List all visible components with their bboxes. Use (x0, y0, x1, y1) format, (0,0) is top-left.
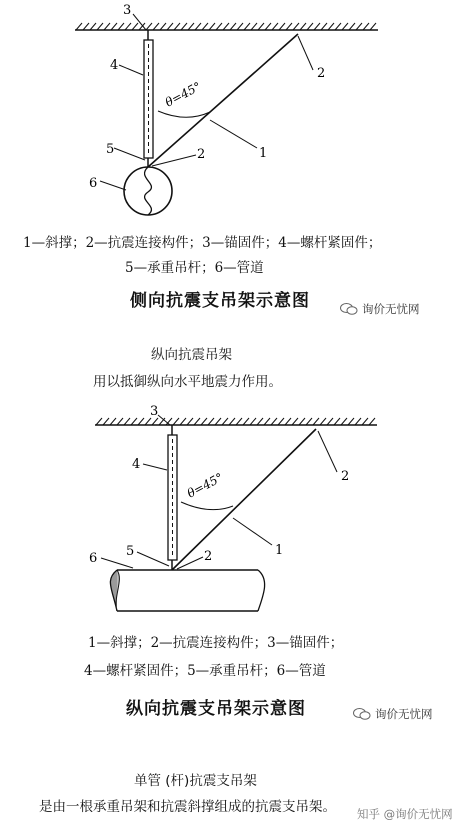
hatch-mark (356, 23, 362, 30)
hatch-mark (117, 418, 123, 425)
hatch-mark (111, 23, 117, 30)
legend-line-2: 4—螺杆紧固件；5—承重吊杆；6—管道 (84, 663, 326, 679)
watermark-text: 询价无忧网 (375, 707, 433, 721)
label-5: 5 (106, 142, 115, 157)
hatch-mark (244, 23, 250, 30)
hatch-mark (110, 418, 116, 425)
legend-line-2: 5—承重吊杆；6—管道 (125, 260, 264, 276)
hatch-mark (125, 23, 131, 30)
watermark-text: 询价无忧网 (362, 302, 420, 316)
watermark (340, 301, 420, 317)
hatch-mark (83, 23, 89, 30)
hatch-mark (243, 418, 249, 425)
hatch-mark (307, 23, 313, 30)
hatch-mark (278, 418, 284, 425)
hatch-mark (188, 23, 194, 30)
label-2-anchor: 2 (317, 66, 326, 81)
hatch-mark (167, 23, 173, 30)
hatch-mark (209, 23, 215, 30)
hatch-mark (76, 23, 82, 30)
hatch-mark (306, 418, 312, 425)
hatch-mark (104, 23, 110, 30)
label-2-connector: 2 (204, 549, 213, 564)
label-6: 6 (89, 176, 98, 191)
section-description: 是由一根承重吊架和抗震斜撑组成的抗震支吊架。 (39, 799, 336, 815)
hatch-mark (320, 418, 326, 425)
hatch-mark (96, 418, 102, 425)
hatch-mark (132, 23, 138, 30)
hatch-mark (250, 418, 256, 425)
angle-arc (158, 111, 210, 117)
hatch-mark (328, 23, 334, 30)
hatch-mark (236, 418, 242, 425)
hatch-mark (152, 418, 158, 425)
hatch-mark (299, 418, 305, 425)
label-2-anchor: 2 (341, 469, 350, 484)
hatch-mark (363, 23, 369, 30)
hatch-mark (271, 418, 277, 425)
hatch-mark (285, 418, 291, 425)
hatch-mark (342, 23, 348, 30)
hatch-mark (348, 418, 354, 425)
wechat-icon (340, 303, 358, 315)
hatch-mark (258, 23, 264, 30)
hatch-mark (145, 418, 151, 425)
hatch-mark (222, 418, 228, 425)
hatch-mark (314, 23, 320, 30)
hatch-mark (369, 418, 375, 425)
hatch-mark (300, 23, 306, 30)
hatch-mark (159, 418, 165, 425)
angle-arc (181, 502, 233, 510)
legend-line-1: 1—斜撑；2—抗震连接构件；3—锚固件； (88, 635, 344, 651)
section-description: 用以抵御纵向水平地震力作用。 (93, 374, 282, 390)
hatch-mark (138, 418, 144, 425)
footer-watermark: 知乎 @询价无忧网 (357, 807, 453, 821)
hatch-mark (160, 23, 166, 30)
hatch-mark (173, 418, 179, 425)
hatch-mark (272, 23, 278, 30)
hatch-mark (264, 418, 270, 425)
hatch-mark (327, 418, 333, 425)
hatch-mark (118, 23, 124, 30)
hatch-mark (349, 23, 355, 30)
diagram-caption: 侧向抗震支吊架示意图 (130, 291, 310, 311)
hatch-mark (335, 23, 341, 30)
hatch-mark (174, 23, 180, 30)
hatch-mark (131, 418, 137, 425)
hatch-mark (208, 418, 214, 425)
hatch-mark (180, 418, 186, 425)
hatch-mark (103, 418, 109, 425)
label-3: 3 (150, 404, 159, 419)
hatch-mark (286, 23, 292, 30)
pipe-side-view (110, 570, 264, 611)
hatch-mark (97, 23, 103, 30)
angle-label: θ=45° (162, 79, 204, 110)
longitudinal-support-diagram (0, 398, 466, 620)
hatch-mark (215, 418, 221, 425)
hatch-mark (279, 23, 285, 30)
label-1: 1 (275, 543, 284, 558)
hatch-mark (195, 23, 201, 30)
hatch-mark (265, 23, 271, 30)
hatch-mark (230, 23, 236, 30)
hatch-mark (341, 418, 347, 425)
legend-line-1: 1—斜撑；2—抗震连接构件；3—锚固件；4—螺杆紧固件； (23, 235, 382, 251)
hatch-mark (229, 418, 235, 425)
hatch-mark (257, 418, 263, 425)
hatch-mark (237, 23, 243, 30)
pipe-cross-section (124, 167, 172, 215)
hatch-mark (293, 23, 299, 30)
hatch-mark (292, 418, 298, 425)
hatch-mark (362, 418, 368, 425)
hatch-mark (251, 23, 257, 30)
hatch-mark (124, 418, 130, 425)
hatch-mark (216, 23, 222, 30)
angle-label: θ=45° (184, 470, 226, 501)
label-1: 1 (259, 146, 268, 161)
section-title: 纵向抗震吊架 (151, 347, 232, 363)
hatch-mark (201, 418, 207, 425)
hatch-mark (153, 23, 159, 30)
hatch-mark (202, 23, 208, 30)
hatch-mark (146, 23, 152, 30)
hatch-mark (187, 418, 193, 425)
label-2-connector: 2 (197, 147, 206, 162)
ceiling-hatching (95, 418, 377, 425)
label-6: 6 (89, 551, 98, 566)
hatch-mark (370, 23, 376, 30)
diagram-caption: 纵向抗震支吊架示意图 (126, 699, 306, 719)
hatch-mark (90, 23, 96, 30)
hatch-mark (313, 418, 319, 425)
label-5: 5 (126, 544, 135, 559)
section-title: 单管 (杆)抗震支吊架 (134, 773, 257, 789)
hanger-rod-body (144, 40, 153, 158)
watermark (353, 706, 433, 722)
ceiling-hatching (75, 23, 378, 30)
lateral-support-diagram (0, 0, 466, 230)
hatch-mark (139, 23, 145, 30)
hatch-mark (355, 418, 361, 425)
wechat-icon (353, 708, 371, 720)
label-4: 4 (110, 58, 119, 73)
hatch-mark (223, 23, 229, 30)
label-4: 4 (132, 457, 141, 472)
hatch-mark (181, 23, 187, 30)
diagonal-brace (172, 429, 316, 570)
hatch-mark (194, 418, 200, 425)
hatch-mark (334, 418, 340, 425)
hatch-mark (321, 23, 327, 30)
label-3: 3 (123, 3, 132, 18)
